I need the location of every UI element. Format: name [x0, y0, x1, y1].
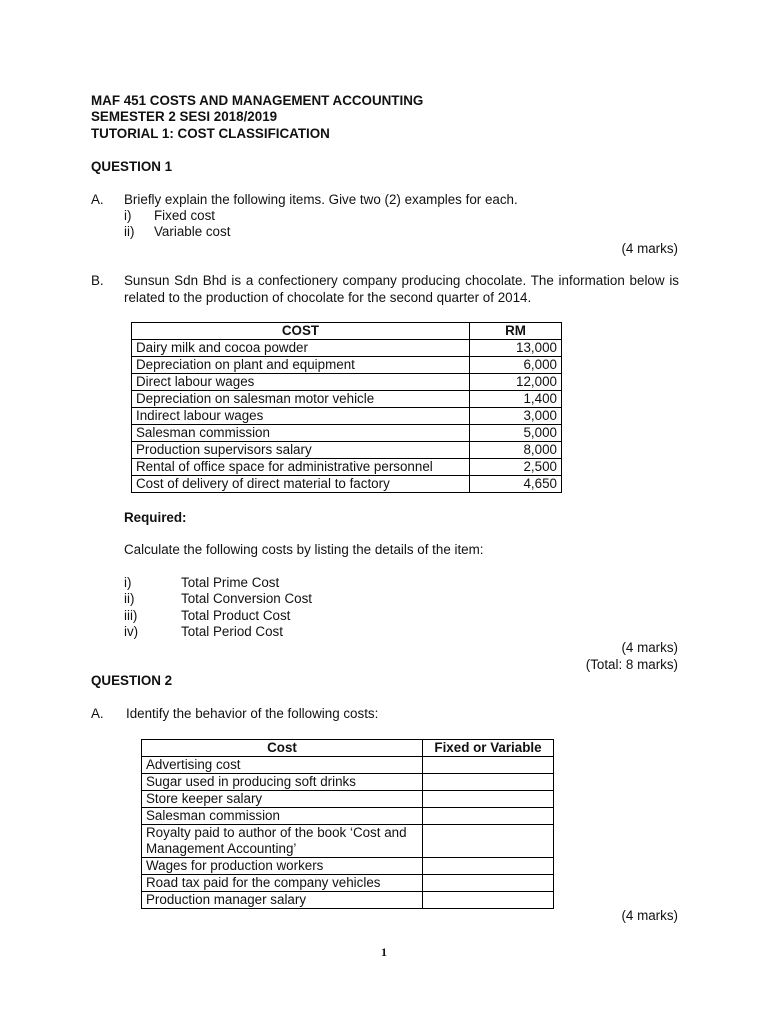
table-row	[142, 858, 554, 875]
table-row	[132, 476, 562, 493]
table-row	[132, 391, 562, 408]
q1-b-item-text: Total Product Cost	[181, 608, 291, 623]
cost-item: Production supervisors salary	[132, 442, 470, 459]
cost-behavior-table	[141, 739, 554, 909]
q2-a-marks: (4 marks)	[621, 908, 678, 923]
question-2-heading: QUESTION 2	[91, 673, 173, 688]
table-row	[142, 791, 554, 808]
q1-b-marks: (4 marks)	[621, 640, 678, 655]
behavior-answer-cell[interactable]	[423, 757, 554, 774]
table-header-row	[142, 740, 554, 757]
cost-column-header: COST	[132, 323, 470, 340]
cost-amount: 3,000	[470, 408, 562, 425]
cost-amount: 6,000	[470, 357, 562, 374]
table-row	[142, 757, 554, 774]
cost-item: Sugar used in producing soft drinks	[142, 774, 423, 791]
cost-column-header: Cost	[142, 740, 423, 757]
behavior-answer-cell[interactable]	[423, 825, 554, 858]
cost-amount: 2,500	[470, 459, 562, 476]
tutorial-title: TUTORIAL 1: COST CLASSIFICATION	[91, 126, 330, 141]
q1-b-item-number: iii)	[124, 608, 138, 623]
cost-item: Production manager salary	[142, 892, 423, 909]
q1-a-item-number: i)	[124, 208, 132, 223]
cost-item: Advertising cost	[142, 757, 423, 774]
table-row	[132, 425, 562, 442]
behavior-answer-cell[interactable]	[423, 858, 554, 875]
q1-a-item-text: Fixed cost	[154, 208, 216, 223]
table-row	[132, 442, 562, 459]
cost-item: Salesman commission	[132, 425, 470, 442]
q1-part-a-text: Briefly explain the following items. Give two (2) examples for each.	[124, 192, 518, 207]
table-row	[132, 340, 562, 357]
q1-a-item-text: Variable cost	[154, 224, 231, 239]
q1-b-item-number: iv)	[124, 624, 139, 639]
cost-item: Cost of delivery of direct material to factory	[132, 476, 470, 493]
q1-a-item-number: ii)	[124, 224, 135, 239]
cost-item: Royalty paid to author of the book ‘Cost and Management Accounting’	[142, 825, 423, 858]
q1-b-item-text: Total Conversion Cost	[181, 591, 312, 606]
cost-item: Rental of office space for administrative personnel	[132, 459, 470, 476]
course-title: MAF 451 COSTS AND MANAGEMENT ACCOUNTING	[91, 93, 424, 108]
table-row	[142, 774, 554, 791]
cost-item: Salesman commission	[142, 808, 423, 825]
question-1-heading: QUESTION 1	[91, 159, 173, 174]
behavior-column-header: Fixed or Variable	[423, 740, 554, 757]
table-row	[132, 408, 562, 425]
semester-line: SEMESTER 2 SESI 2018/2019	[91, 109, 278, 124]
cost-amount: 12,000	[470, 374, 562, 391]
table-row	[132, 357, 562, 374]
behavior-answer-cell[interactable]	[423, 875, 554, 892]
cost-item: Depreciation on plant and equipment	[132, 357, 470, 374]
cost-item: Road tax paid for the company vehicles	[142, 875, 423, 892]
cost-amount: 13,000	[470, 340, 562, 357]
q2-part-a-text: Identify the behavior of the following costs:	[126, 706, 379, 721]
q1-part-b-text: Sunsun Sdn Bhd is a confectionery company producing chocolate. The information below is related to the production of chocolate for the second quarter of 2014.	[124, 273, 679, 305]
behavior-answer-cell[interactable]	[423, 808, 554, 825]
table-row	[142, 892, 554, 909]
q1-part-a-label: A.	[91, 192, 104, 207]
cost-item: Store keeper salary	[142, 791, 423, 808]
table-row	[142, 875, 554, 892]
required-label: Required:	[124, 510, 187, 525]
table-row	[132, 374, 562, 391]
rm-column-header: RM	[470, 323, 562, 340]
behavior-answer-cell[interactable]	[423, 892, 554, 909]
q1-total-marks: (Total: 8 marks)	[585, 657, 678, 672]
cost-item: Direct labour wages	[132, 374, 470, 391]
behavior-answer-cell[interactable]	[423, 774, 554, 791]
cost-item: Wages for production workers	[142, 858, 423, 875]
table-row	[142, 808, 554, 825]
table-header-row	[132, 323, 562, 340]
page-number: 1	[381, 945, 387, 959]
table-row	[132, 459, 562, 476]
cost-item: Dairy milk and cocoa powder	[132, 340, 470, 357]
q2-part-a-label: A.	[91, 706, 104, 721]
q1-b-item-number: i)	[124, 575, 132, 590]
q1-b-item-text: Total Prime Cost	[181, 575, 280, 590]
cost-amount: 8,000	[470, 442, 562, 459]
q1-a-marks: (4 marks)	[621, 241, 678, 256]
q1-part-b-label: B.	[91, 273, 104, 288]
behavior-answer-cell[interactable]	[423, 791, 554, 808]
cost-item: Depreciation on salesman motor vehicle	[132, 391, 470, 408]
required-instruction: Calculate the following costs by listing the details of the item:	[124, 542, 484, 557]
cost-item: Indirect labour wages	[132, 408, 470, 425]
q1-b-item-number: ii)	[124, 591, 135, 606]
table-row	[142, 825, 554, 858]
cost-amount: 1,400	[470, 391, 562, 408]
cost-amount: 5,000	[470, 425, 562, 442]
cost-amount: 4,650	[470, 476, 562, 493]
cost-table	[131, 322, 562, 493]
q1-b-item-text: Total Period Cost	[181, 624, 283, 639]
